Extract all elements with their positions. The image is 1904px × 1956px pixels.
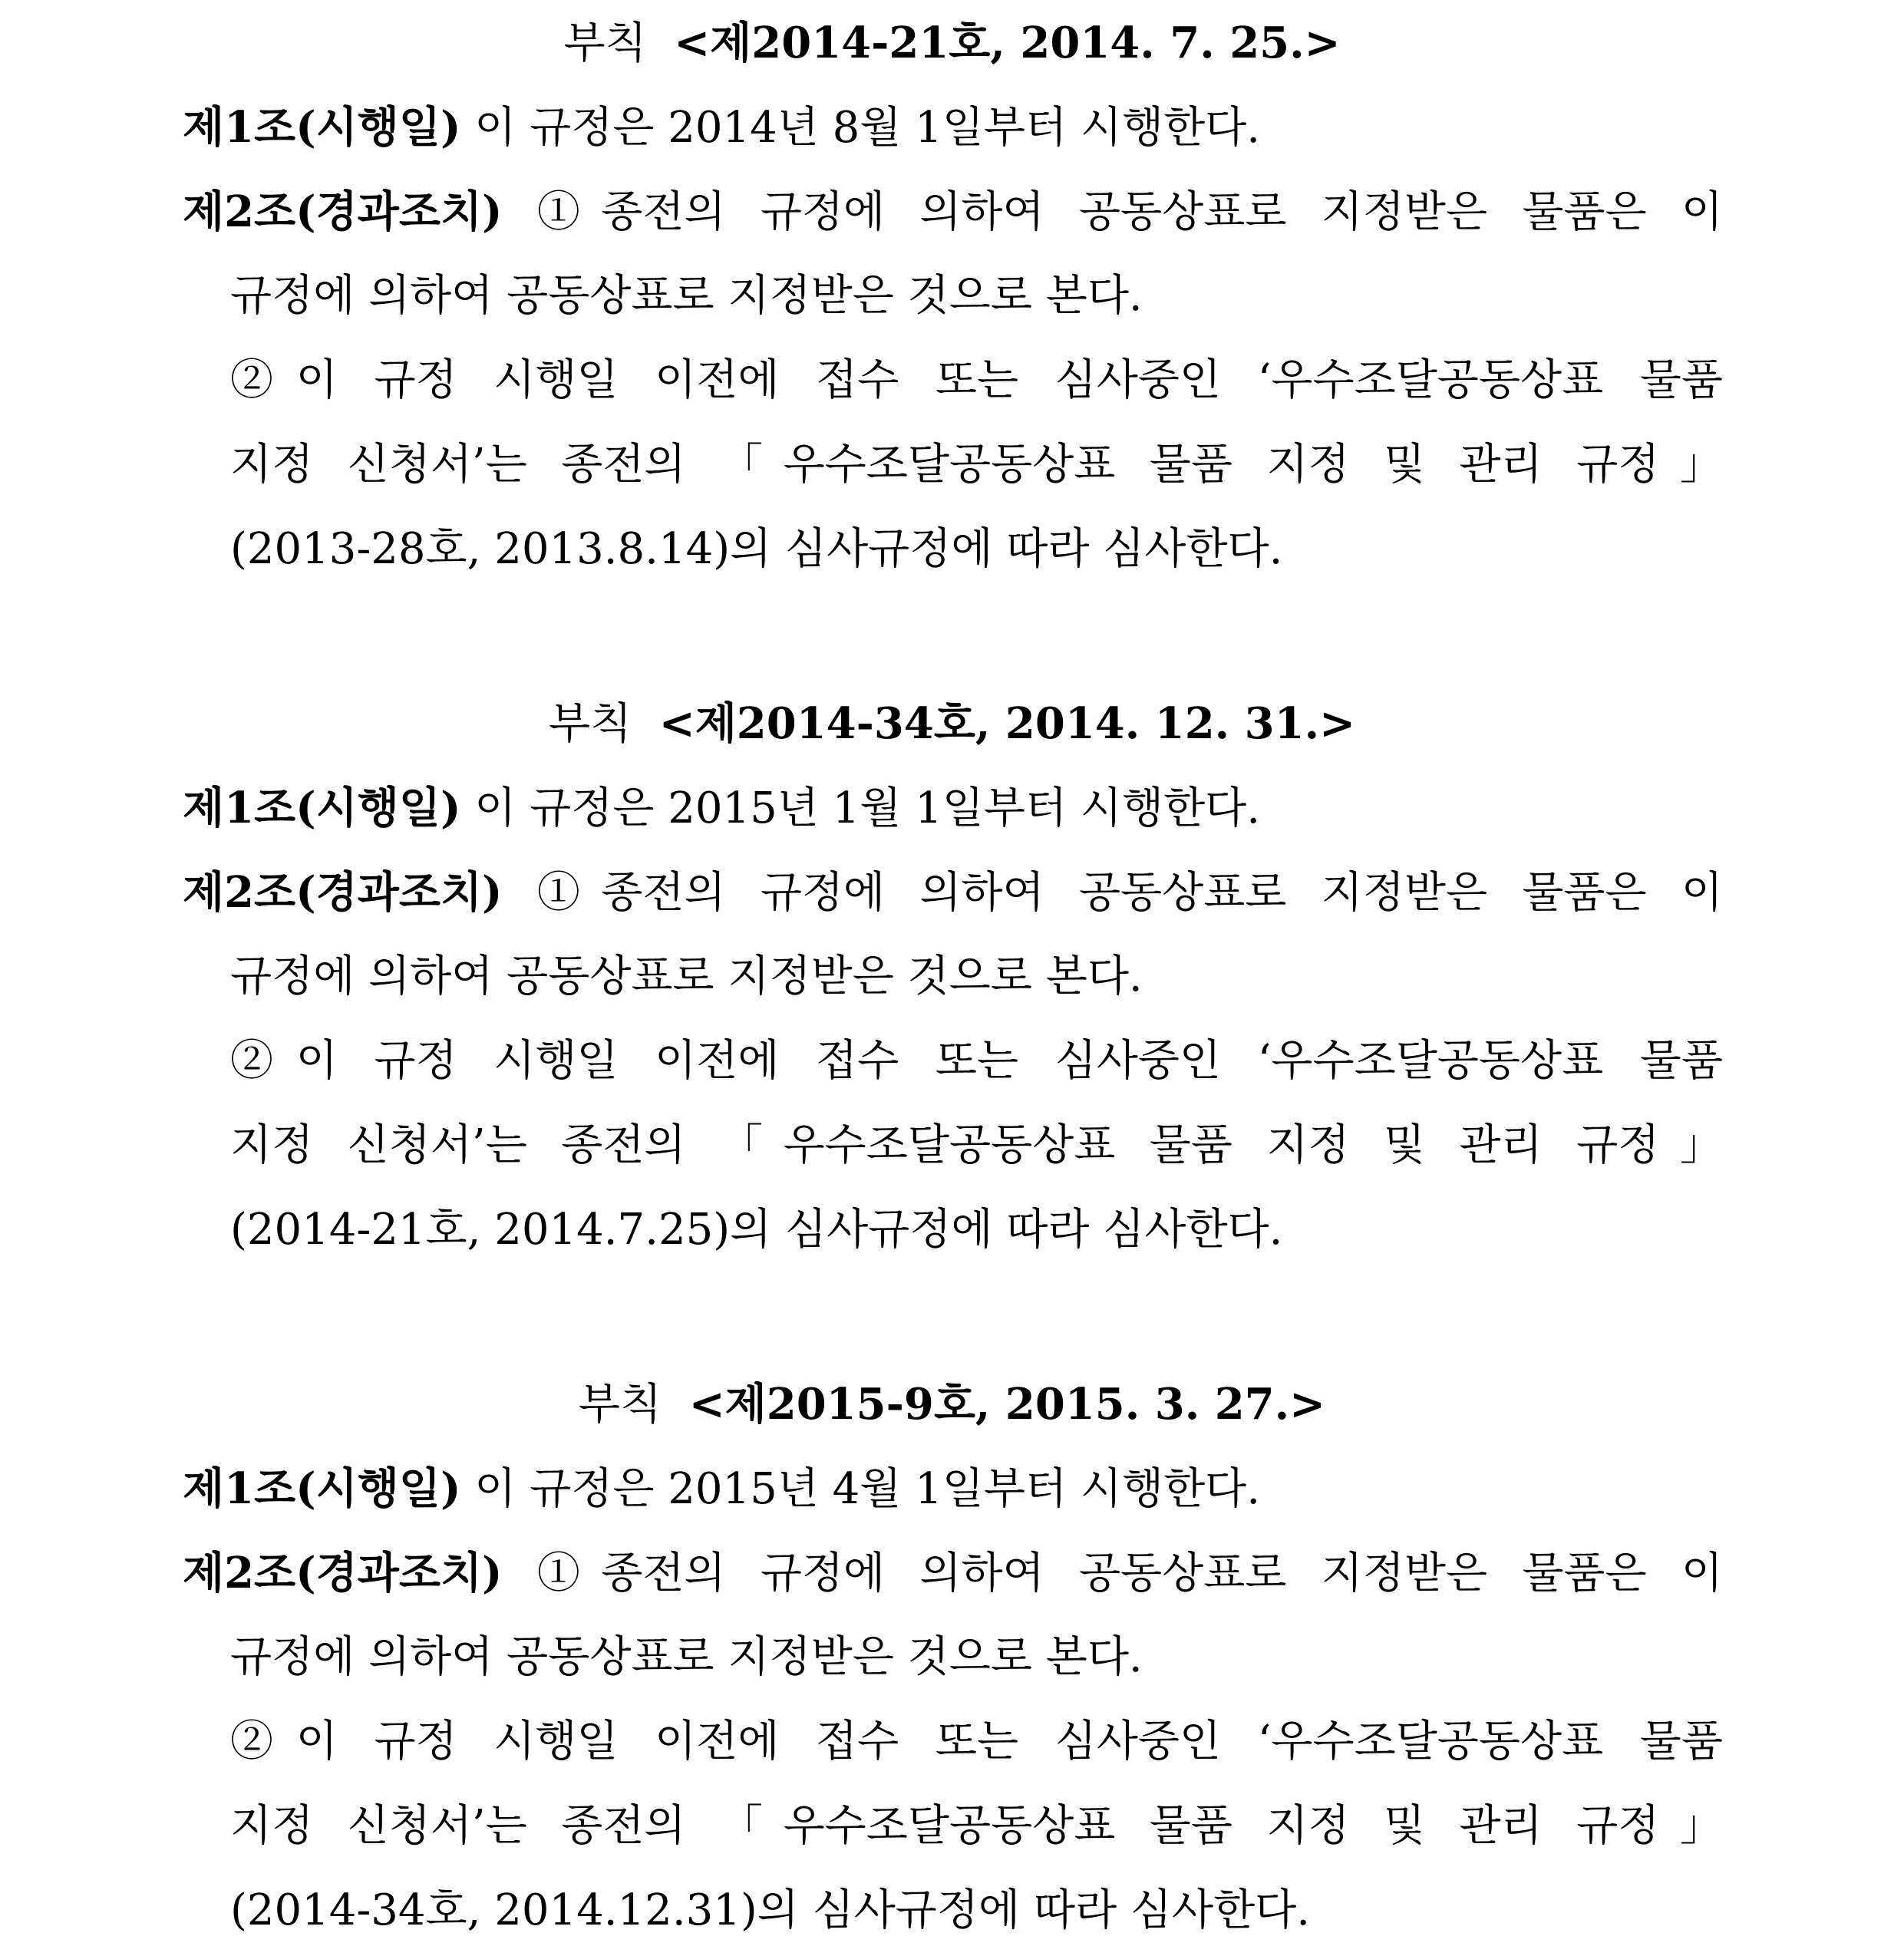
- article-2-line-4: 지정 신청서’는 종전의 「우수조달공동상표 물품 지정 및 관리 규정」: [230, 1120, 1723, 1170]
- article-2-line-3: ②이 규정 시행일 이전에 접수 또는 심사중인 ‘우수조달공동상표 물품: [230, 355, 1723, 405]
- addendum-heading-number: <제2014-34호, 2014. 12. 31.>: [658, 698, 1356, 749]
- addendum-heading: [0, 694, 1904, 753]
- article-2-line-1: ①종전의 규정에 의하여 공동상표로 지정받은 물품은 이: [536, 868, 1723, 918]
- article-2-line-2: 규정에 의하여 공동상표로 지정받은 것으로 본다.: [230, 952, 1143, 1001]
- article-2-line-3: ②이 규정 시행일 이전에 접수 또는 심사중인 ‘우수조달공동상표 물품: [230, 1036, 1723, 1086]
- article-1-title: 제1조(시행일): [183, 1463, 461, 1514]
- article-2: [183, 1544, 1723, 1602]
- addendum-heading-prefix: 부칙: [563, 18, 647, 68]
- article-2-line-5: (2013-28호, 2013.8.14)의 심사규정에 따라 심사한다.: [230, 524, 1283, 574]
- article-2-title: 제2조(경과조치): [183, 867, 503, 918]
- article-1-text: 이 규정은 2015년 1월 1일부터 시행한다.: [474, 783, 1261, 833]
- article-2-line-1: ①종전의 규정에 의하여 공동상표로 지정받은 물품은 이: [536, 1549, 1723, 1598]
- article-2: [183, 183, 1723, 241]
- article-2-line-5: (2014-34호, 2014.12.31)의 심사규정에 따라 심사한다.: [230, 1885, 1311, 1935]
- article-1: [183, 779, 1260, 837]
- article-1-text: 이 규정은 2015년 4월 1일부터 시행한다.: [474, 1464, 1261, 1514]
- article-1: [183, 1460, 1260, 1518]
- article-2-title: 제2조(경과조치): [183, 186, 503, 237]
- addendum-heading: [0, 14, 1904, 72]
- article-2-line-2: 규정에 의하여 공동상표로 지정받은 것으로 본다.: [230, 1632, 1143, 1682]
- article-2: [183, 863, 1723, 922]
- article-2-line-1: ①종전의 규정에 의하여 공동상표로 지정받은 물품은 이: [536, 187, 1723, 237]
- article-2-title: 제2조(경과조치): [183, 1548, 503, 1598]
- article-2-line-3: ②이 규정 시행일 이전에 접수 또는 심사중인 ‘우수조달공동상표 물품: [230, 1717, 1723, 1766]
- article-1-title: 제1조(시행일): [183, 102, 461, 153]
- addendum-heading-prefix: 부칙: [578, 1380, 662, 1430]
- article-2-first-line: [183, 1544, 1723, 1603]
- article-1-text: 이 규정은 2014년 8월 1일부터 시행한다.: [474, 103, 1261, 153]
- addendum-heading-number: <제2014-21호, 2014. 7. 25.>: [674, 18, 1341, 68]
- addendum-heading-number: <제2015-9호, 2015. 3. 27.>: [688, 1379, 1326, 1430]
- article-1-title: 제1조(시행일): [183, 783, 461, 833]
- article-1: [183, 98, 1260, 157]
- addendum-heading: [0, 1375, 1904, 1433]
- article-2-line-4: 지정 신청서’는 종전의 「우수조달공동상표 물품 지정 및 관리 규정」: [230, 440, 1723, 490]
- article-2-first-line: [183, 183, 1723, 242]
- article-2-line-5: (2014-21호, 2014.7.25)의 심사규정에 따라 심사한다.: [230, 1205, 1283, 1255]
- addendum-heading-prefix: 부칙: [548, 699, 632, 749]
- article-2-line-4: 지정 신청서’는 종전의 「우수조달공동상표 물품 지정 및 관리 규정」: [230, 1801, 1723, 1851]
- article-2-line-2: 규정에 의하여 공동상표로 지정받은 것으로 본다.: [230, 271, 1143, 321]
- article-2-first-line: [183, 863, 1723, 922]
